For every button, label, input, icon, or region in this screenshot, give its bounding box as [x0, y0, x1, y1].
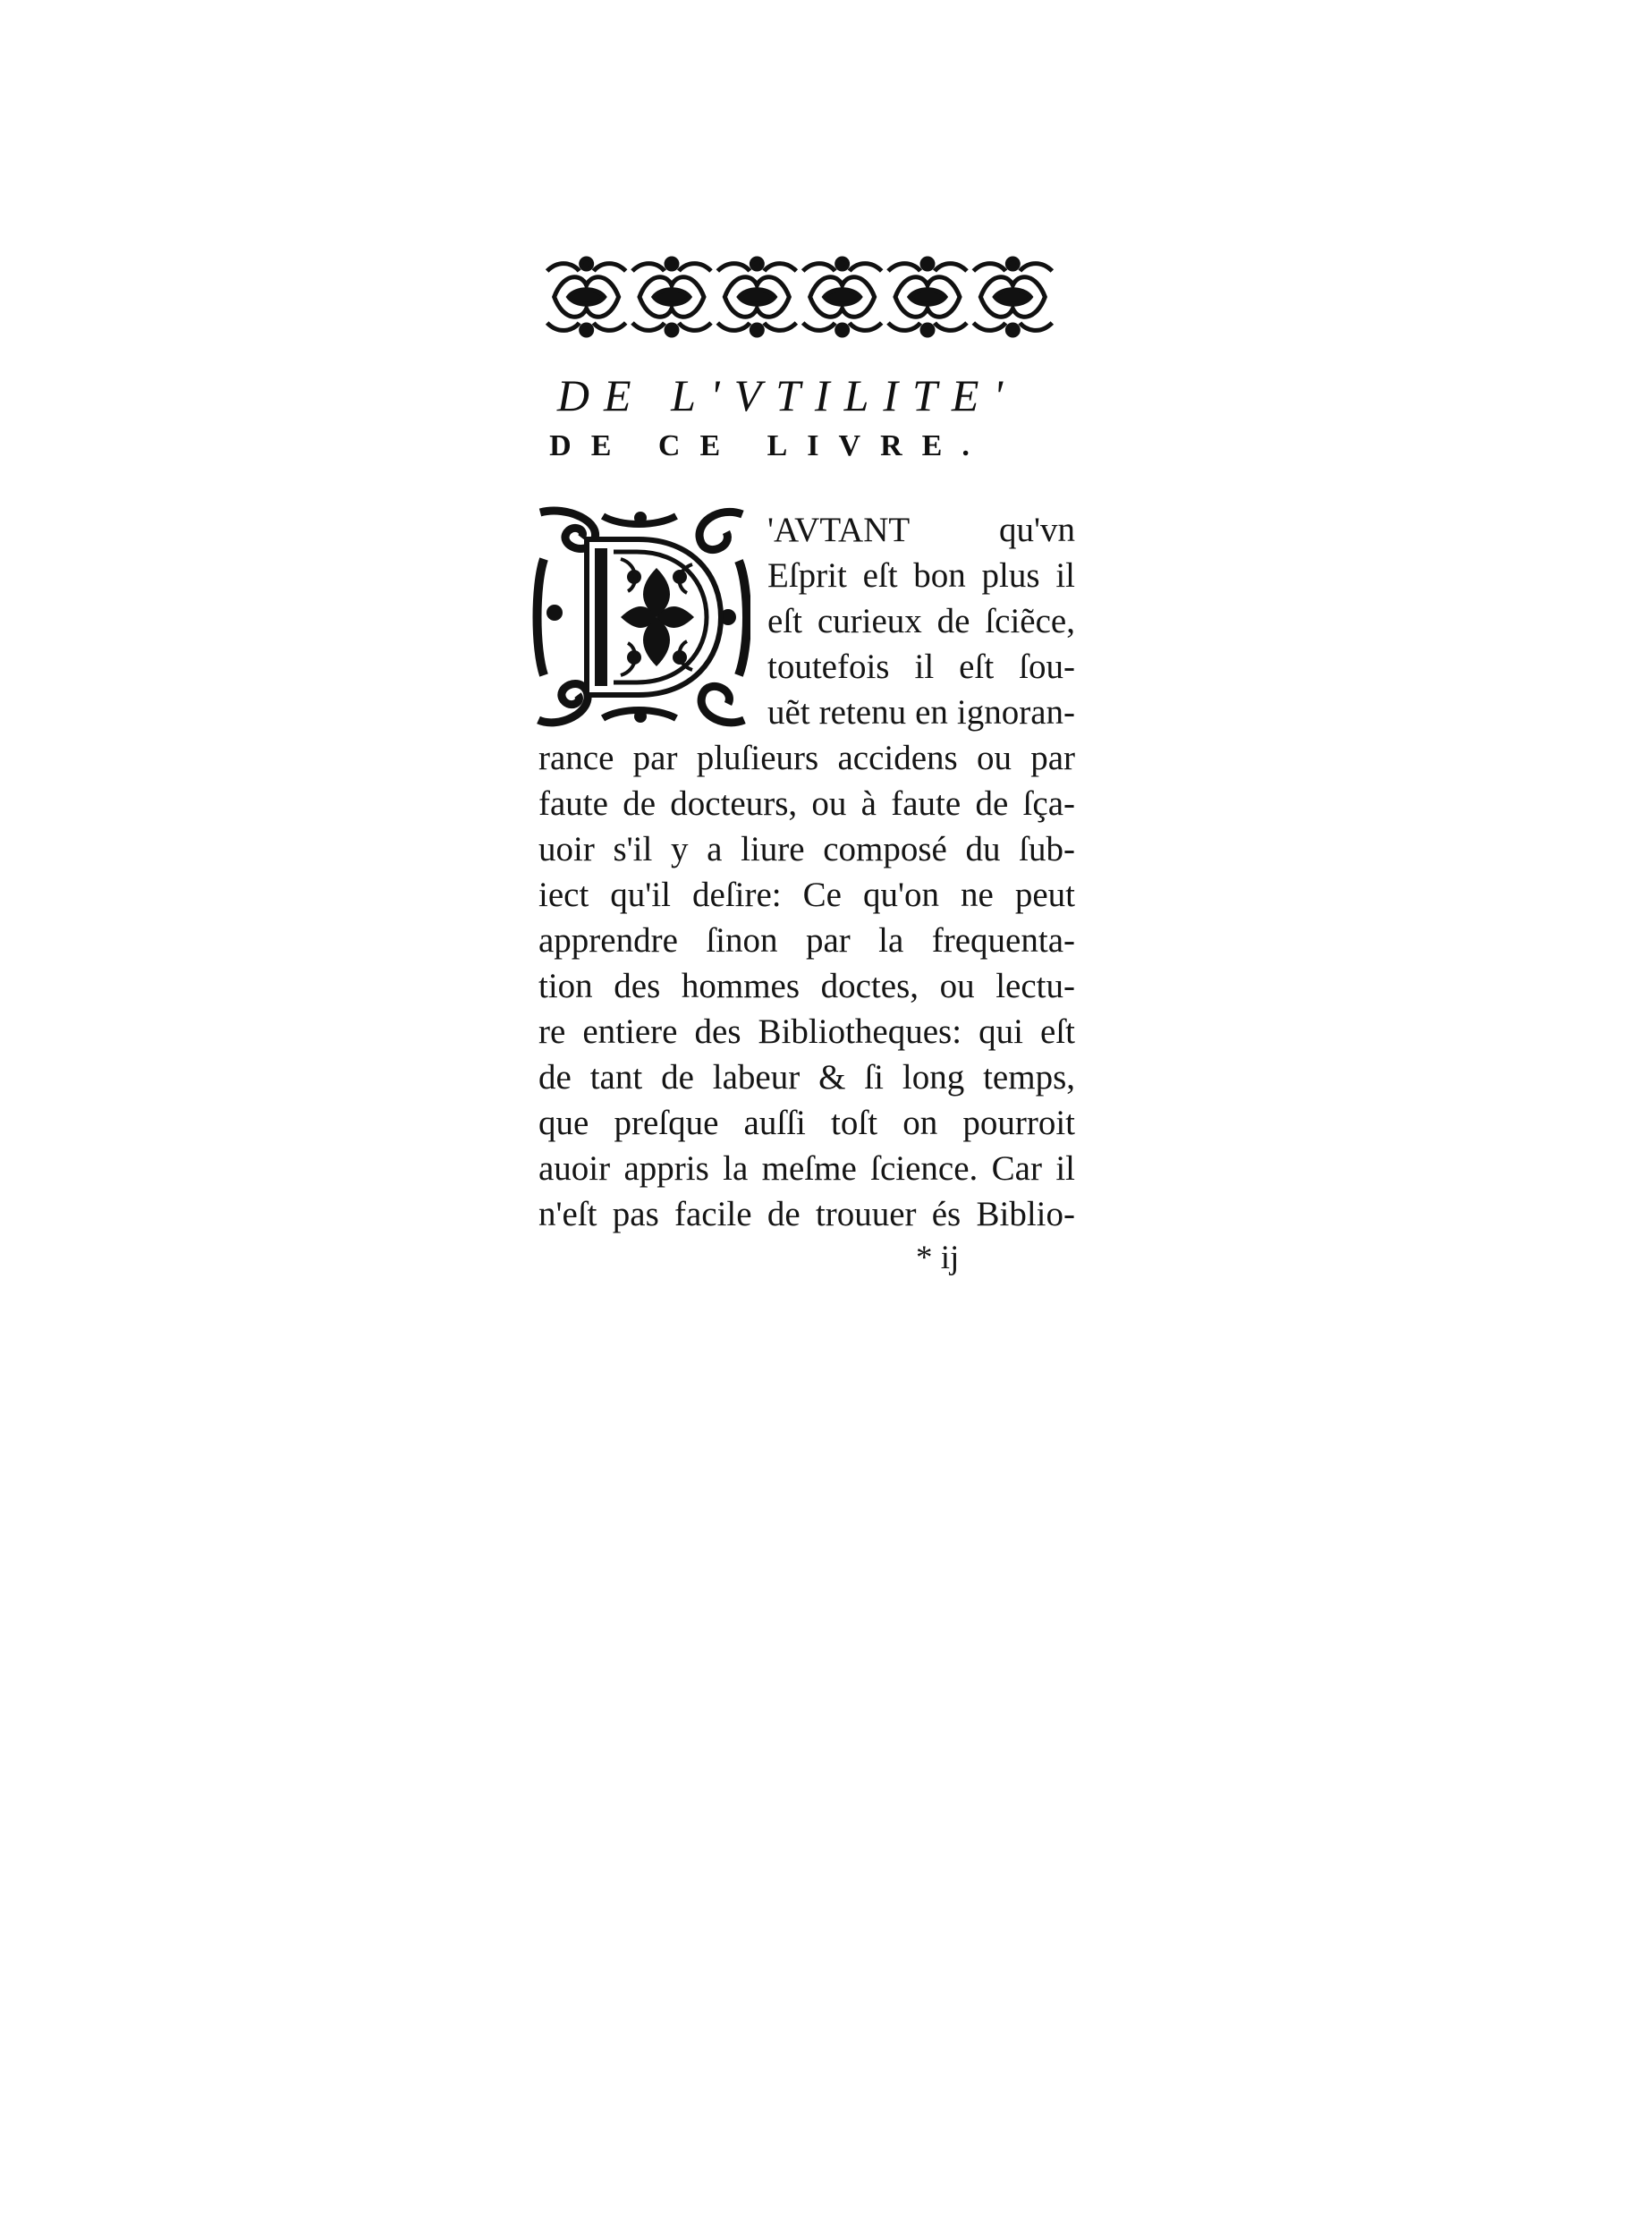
- headpiece-motif: [803, 258, 882, 335]
- page-title: DE L'VTILITE': [556, 370, 1018, 420]
- text-line: apprendre ſinon par la frequenta-: [538, 921, 1075, 960]
- text-line: Eſprit eſt bon plus il: [767, 556, 1075, 595]
- text-line: tion des hommes doctes, ou lectu-: [538, 967, 1075, 1005]
- text-line: de tant de labeur & ſi long temps,: [538, 1058, 1075, 1097]
- signature-mark: * ij: [916, 1240, 960, 1276]
- text-line: n'eſt pas facile de trouuer és Biblio-: [538, 1195, 1075, 1233]
- page-subtitle: DE CE LIVRE.: [549, 429, 989, 462]
- headpiece-motif: [632, 258, 711, 335]
- text-line: eſt curieux de ſciẽce,: [767, 602, 1075, 640]
- text-line: toutefois il eſt ſou-: [767, 648, 1075, 686]
- text-line: iect qu'il deſire: Ce qu'on ne peut: [538, 876, 1075, 914]
- headpiece-motif: [973, 258, 1052, 335]
- initial-letter-d: [587, 539, 721, 695]
- text-line: uoir s'il y a liure composé du ſub-: [538, 830, 1075, 868]
- text-line: faute de docteurs, ou à faute de ſça-: [538, 784, 1075, 823]
- decorated-initial: [531, 505, 750, 729]
- text-line: 'AVTANT qu'vn: [767, 511, 1075, 549]
- text-line: uẽt retenu en ignoran-: [767, 693, 1075, 732]
- ornamental-headpiece: [544, 253, 1055, 341]
- headpiece-motif: [547, 258, 626, 335]
- text-line: rance par pluſieurs accidens ou par: [538, 739, 1075, 777]
- headpiece-motifs: [547, 258, 1053, 335]
- text-line: auoir appris la meſme ſcience. Car il: [538, 1149, 1075, 1188]
- headpiece-motif: [888, 258, 967, 335]
- text-line: que preſque auſſi toſt on pourroit: [538, 1104, 1075, 1142]
- text-line: re entiere des Bibliotheques: qui eſt: [538, 1012, 1075, 1051]
- headpiece-motif: [717, 258, 796, 335]
